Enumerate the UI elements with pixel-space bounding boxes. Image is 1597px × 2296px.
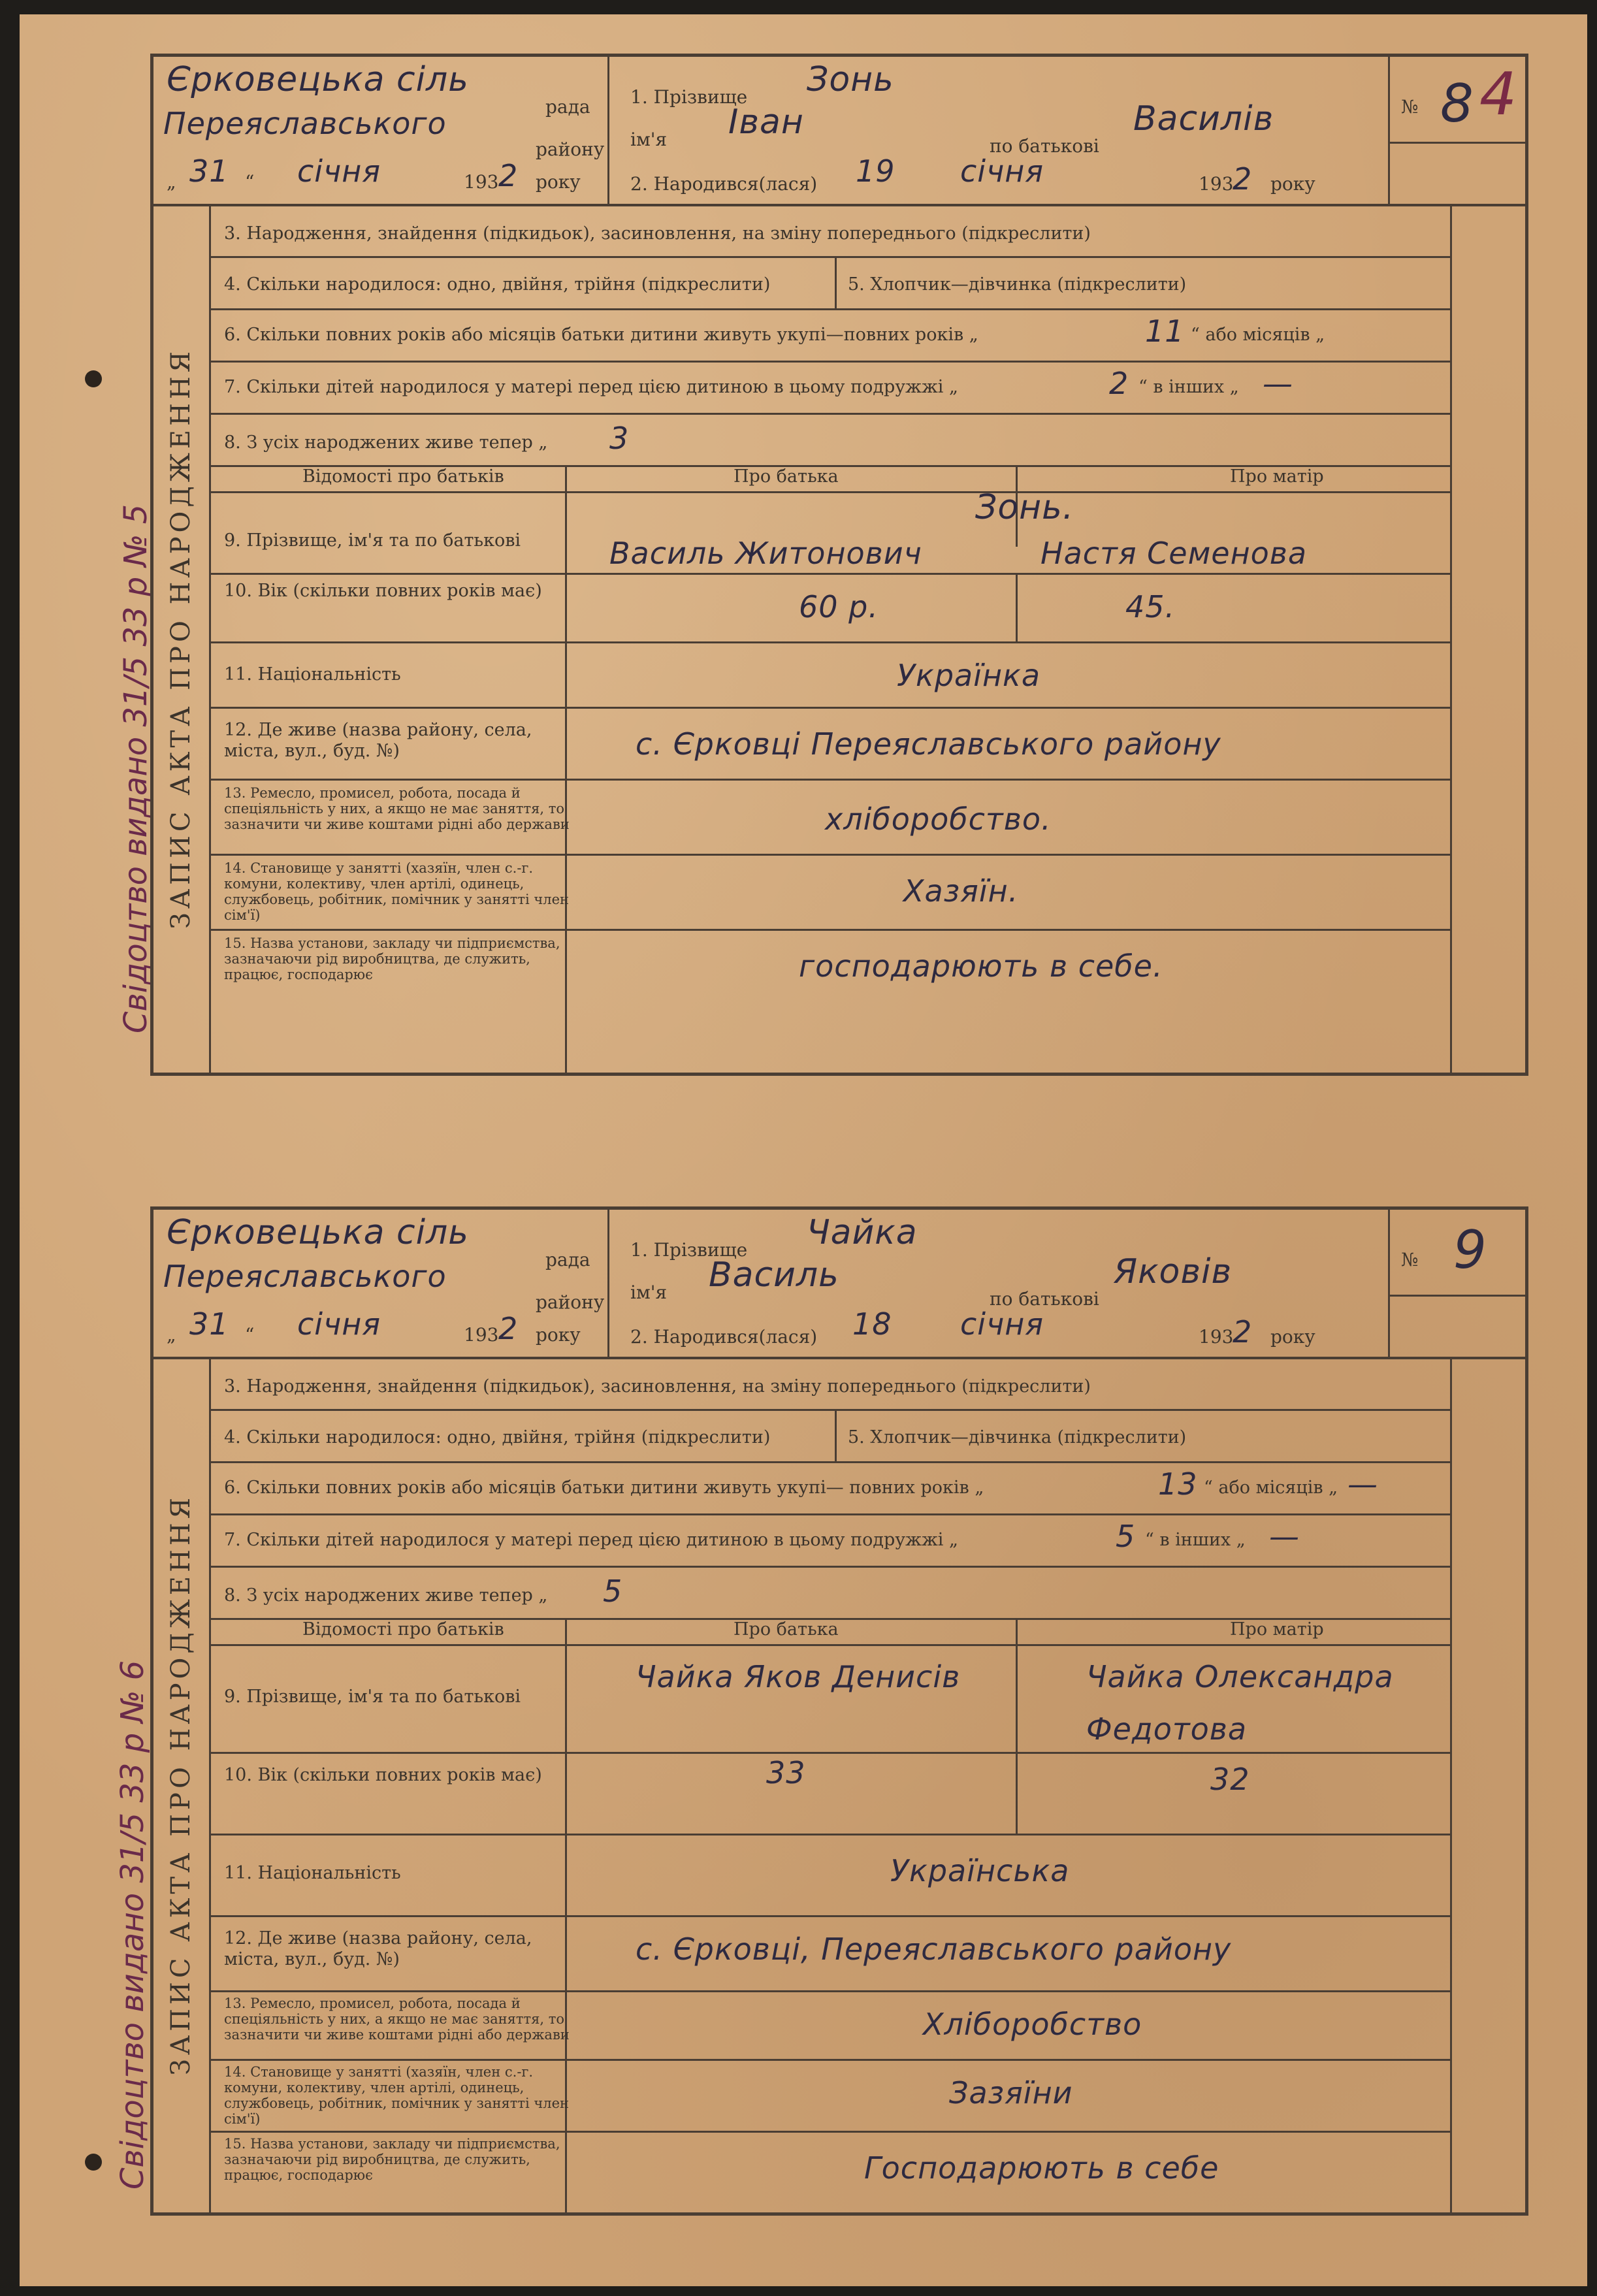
previous-children: 5 bbox=[1116, 1519, 1136, 1554]
side-title: ЗАПИС АКТА ПРО НАРОДЖЕННЯ bbox=[153, 1357, 211, 2212]
record-number-label: № bbox=[1401, 1249, 1419, 1270]
months-label: “ або місяців „ bbox=[1191, 325, 1325, 345]
question-14: 14. Становище у занятті (хазяїн, член с.-г. комуни, колективу, член артілі, одинець, службовець, робітник, помічник у занятті член сім'ї) bbox=[224, 2064, 570, 2127]
born-month: січня bbox=[960, 154, 1044, 189]
question-7: 7. Скільки дітей народилося у матері перед цією дитиною в цьому подружжі „ bbox=[224, 377, 958, 397]
previous-children: 2 bbox=[1109, 366, 1129, 401]
question-9: 9. Прізвище, ім'я та по батькові bbox=[224, 530, 521, 551]
registration-month: січня bbox=[297, 1306, 381, 1342]
born-label: 2. Народився(лася) bbox=[630, 1326, 818, 1348]
patronymic-label: по батькові bbox=[990, 135, 1099, 157]
question-5: 5. Хлопчик—дівчинка (підкреслити) bbox=[848, 274, 1187, 295]
years-together: 11 bbox=[1145, 314, 1185, 349]
question-11: 11. Національність bbox=[224, 1863, 401, 1883]
question-6: 6. Скільки повних років або місяців батьки дитини живуть укупі—повних років „ bbox=[224, 325, 978, 345]
other-children: — bbox=[1263, 366, 1293, 401]
father-age: 60 р. bbox=[799, 589, 879, 624]
father-header: Про батька bbox=[734, 1619, 839, 1640]
question-10: 10. Вік (скільки повних років має) bbox=[224, 581, 542, 601]
child-surname: Зонь bbox=[807, 60, 894, 99]
question-8: 8. З усіх народжених живе тепер „ bbox=[224, 1585, 548, 1606]
question-6: 6. Скільки повних років або місяців батьки дитини живуть укупі— повних років „ bbox=[224, 1478, 984, 1498]
workplace: Господарюють в себе bbox=[864, 2150, 1219, 2186]
born-year-prefix: 193 bbox=[1199, 1326, 1234, 1348]
other-label: “ в інших „ bbox=[1145, 1530, 1246, 1550]
district-label: району bbox=[536, 138, 605, 160]
residence: с. Єрковці, Переяславського району bbox=[636, 1932, 1232, 1967]
born-day: 19 bbox=[856, 154, 895, 189]
patronymic-label: по батькові bbox=[990, 1288, 1099, 1310]
born-month: січня bbox=[960, 1306, 1044, 1342]
child-surname: Чайка bbox=[807, 1213, 918, 1252]
occupation: Хліборобство bbox=[923, 2007, 1142, 2042]
registration-day: 31 bbox=[189, 1306, 229, 1342]
question-8: 8. З усіх народжених живе тепер „ bbox=[224, 432, 548, 453]
district-name: Переяславського bbox=[163, 1259, 447, 1294]
district-label: району bbox=[536, 1291, 605, 1313]
workplace: господарюють в себе. bbox=[799, 948, 1163, 984]
registration-year-label: року bbox=[536, 1324, 581, 1346]
months-together: — bbox=[1347, 1466, 1378, 1502]
father-full-name: Чайка Яков Денисів bbox=[636, 1659, 961, 1694]
question-7: 7. Скільки дітей народилося у матері перед цією дитиною в цьому подружжі „ bbox=[224, 1530, 958, 1550]
registration-year-prefix: 193 bbox=[464, 171, 499, 193]
question-3: 3. Народження, знайдення (підкидьок), засиновлення, на зміну попереднього (підкреслити) bbox=[224, 1376, 1091, 1397]
occupation: хліборобство. bbox=[825, 801, 1052, 837]
child-name: Василь bbox=[709, 1255, 839, 1295]
birth-record-1 bbox=[150, 54, 1528, 1076]
parents-header: Відомості про батьків bbox=[302, 466, 504, 487]
binder-hole bbox=[85, 2154, 102, 2171]
question-15: 15. Назва установи, закладу чи підприємства, зазначаючи рід виробництва, де служить, працює, господарює bbox=[224, 935, 560, 982]
father-age: 33 bbox=[766, 1755, 806, 1790]
born-year-prefix: 193 bbox=[1199, 173, 1234, 195]
years-together: 13 bbox=[1158, 1466, 1198, 1502]
employment-status: Хазяїн. bbox=[903, 873, 1019, 909]
question-9: 9. Прізвище, ім'я та по батькові bbox=[224, 1687, 521, 1707]
question-10: 10. Вік (скільки повних років має) bbox=[224, 1765, 542, 1785]
born-year-digit: 2 bbox=[1233, 1314, 1253, 1350]
council-name: Єрковецька сіль bbox=[167, 1213, 469, 1252]
other-label: “ в інших „ bbox=[1138, 377, 1239, 397]
surname-label: 1. Прізвище bbox=[630, 86, 748, 108]
question-12: 12. Де живе (назва району, села, міста, вул., буд. №) bbox=[224, 1928, 532, 1969]
born-year-label: року bbox=[1270, 1326, 1315, 1348]
child-name: Іван bbox=[728, 103, 804, 142]
child-patronymic: Яковів bbox=[1114, 1252, 1233, 1291]
nationality: Українка bbox=[897, 658, 1041, 693]
record-number: 8 bbox=[1440, 73, 1474, 134]
registration-year-label: року bbox=[536, 171, 581, 193]
child-patronymic: Василів bbox=[1133, 99, 1274, 138]
residence: с. Єрковці Переяславського району bbox=[636, 726, 1221, 762]
question-5: 5. Хлопчик—дівчинка (підкреслити) bbox=[848, 1427, 1187, 1447]
mother-full-name: Чайка Олександра Федотова bbox=[1086, 1659, 1394, 1747]
district-name: Переяславського bbox=[163, 106, 447, 141]
question-15: 15. Назва установи, закладу чи підприємства, зазначаючи рід виробництва, де служить, працює, господарює bbox=[224, 2136, 560, 2183]
registration-year-prefix: 193 bbox=[464, 1324, 499, 1346]
name-label: ім'я bbox=[630, 129, 668, 150]
question-4: 4. Скільки народилося: одно, двійня, трійня (підкреслити) bbox=[224, 1427, 771, 1447]
months-label: “ або місяців „ bbox=[1204, 1478, 1338, 1498]
name-label: ім'я bbox=[630, 1282, 668, 1303]
question-14: 14. Становище у занятті (хазяїн, член с.-г. комуни, колективу, член артілі, одинець, службовець, робітник, помічник у занятті член сім'ї) bbox=[224, 860, 570, 923]
born-year-digit: 2 bbox=[1233, 161, 1253, 197]
birth-record-2 bbox=[150, 1206, 1528, 2216]
employment-status: Зазяїни bbox=[949, 2075, 1073, 2110]
father-header: Про батька bbox=[734, 466, 839, 487]
born-label: 2. Народився(лася) bbox=[630, 173, 818, 195]
registration-day: 31 bbox=[189, 154, 229, 189]
born-year-label: року bbox=[1270, 173, 1315, 195]
record-number-label: № bbox=[1401, 96, 1419, 118]
record-header: Єрковецька сіль рада Переяславського району „ 31 “ січня 193 2 року 1. Прізвище Зонь ім'я Іван по батькові Василів 2. Народився(лася) 19 січня 193 2 року № 8 4 bbox=[153, 57, 1525, 206]
question-11: 11. Національність bbox=[224, 664, 401, 685]
born-day: 18 bbox=[852, 1306, 892, 1342]
question-4: 4. Скільки народилося: одно, двійня, трійня (підкреслити) bbox=[224, 274, 771, 295]
parents-surname: Зонь. bbox=[975, 488, 1074, 527]
margin-note: Свідоцтво видано 31/5 33 р № 6 bbox=[114, 1660, 151, 2190]
question-3: 3. Народження, знайдення (підкидьок), засиновлення, на зміну попереднього (підкреслити) bbox=[224, 223, 1091, 244]
record-number: 9 bbox=[1453, 1220, 1487, 1280]
council-label: рада bbox=[545, 96, 590, 118]
mother-age: 45. bbox=[1125, 589, 1176, 624]
registration-year-digit: 2 bbox=[498, 158, 519, 193]
document-sheet bbox=[20, 14, 1587, 2286]
mother-full-name: Настя Семенова bbox=[1040, 536, 1308, 571]
other-children: — bbox=[1269, 1519, 1300, 1554]
living-children: 3 bbox=[609, 421, 630, 456]
mother-age: 32 bbox=[1210, 1762, 1250, 1797]
mother-header: Про матір bbox=[1230, 1619, 1324, 1640]
council-label: рада bbox=[545, 1249, 590, 1270]
margin-note: Свідоцтво видано 31/5 33 р № 5 bbox=[118, 504, 154, 1033]
registration-year-digit: 2 bbox=[498, 1311, 519, 1346]
father-full-name: Василь Житонович bbox=[609, 536, 922, 571]
binder-hole bbox=[85, 370, 102, 387]
question-13: 13. Ремесло, промисел, робота, посада й спеціяльність у них, а якщо не має заняття, то зазначити чи живе коштами рідні або держави bbox=[224, 1996, 570, 2043]
side-title: ЗАПИС АКТА ПРО НАРОДЖЕННЯ bbox=[153, 204, 211, 1073]
question-12: 12. Де живе (назва району, села, міста, вул., буд. №) bbox=[224, 720, 532, 761]
record-number-correction: 4 bbox=[1479, 60, 1517, 129]
living-children: 5 bbox=[603, 1574, 623, 1609]
council-name: Єрковецька сіль bbox=[167, 60, 469, 99]
parents-header: Відомості про батьків bbox=[302, 1619, 504, 1640]
record-header: Єрковецька сіль рада Переяславського району „ 31 “ січня 193 2 року 1. Прізвище Чайка ім'я Василь по батькові Яковів 2. Народився(лася) 18 січня 193 2 року № 9 bbox=[153, 1210, 1525, 1359]
registration-month: січня bbox=[297, 154, 381, 189]
question-13: 13. Ремесло, промисел, робота, посада й спеціяльність у них, а якщо не має заняття, то зазначити чи живе коштами рідні або держави bbox=[224, 785, 570, 832]
surname-label: 1. Прізвище bbox=[630, 1239, 748, 1261]
mother-header: Про матір bbox=[1230, 466, 1324, 487]
nationality: Українська bbox=[890, 1853, 1070, 1888]
